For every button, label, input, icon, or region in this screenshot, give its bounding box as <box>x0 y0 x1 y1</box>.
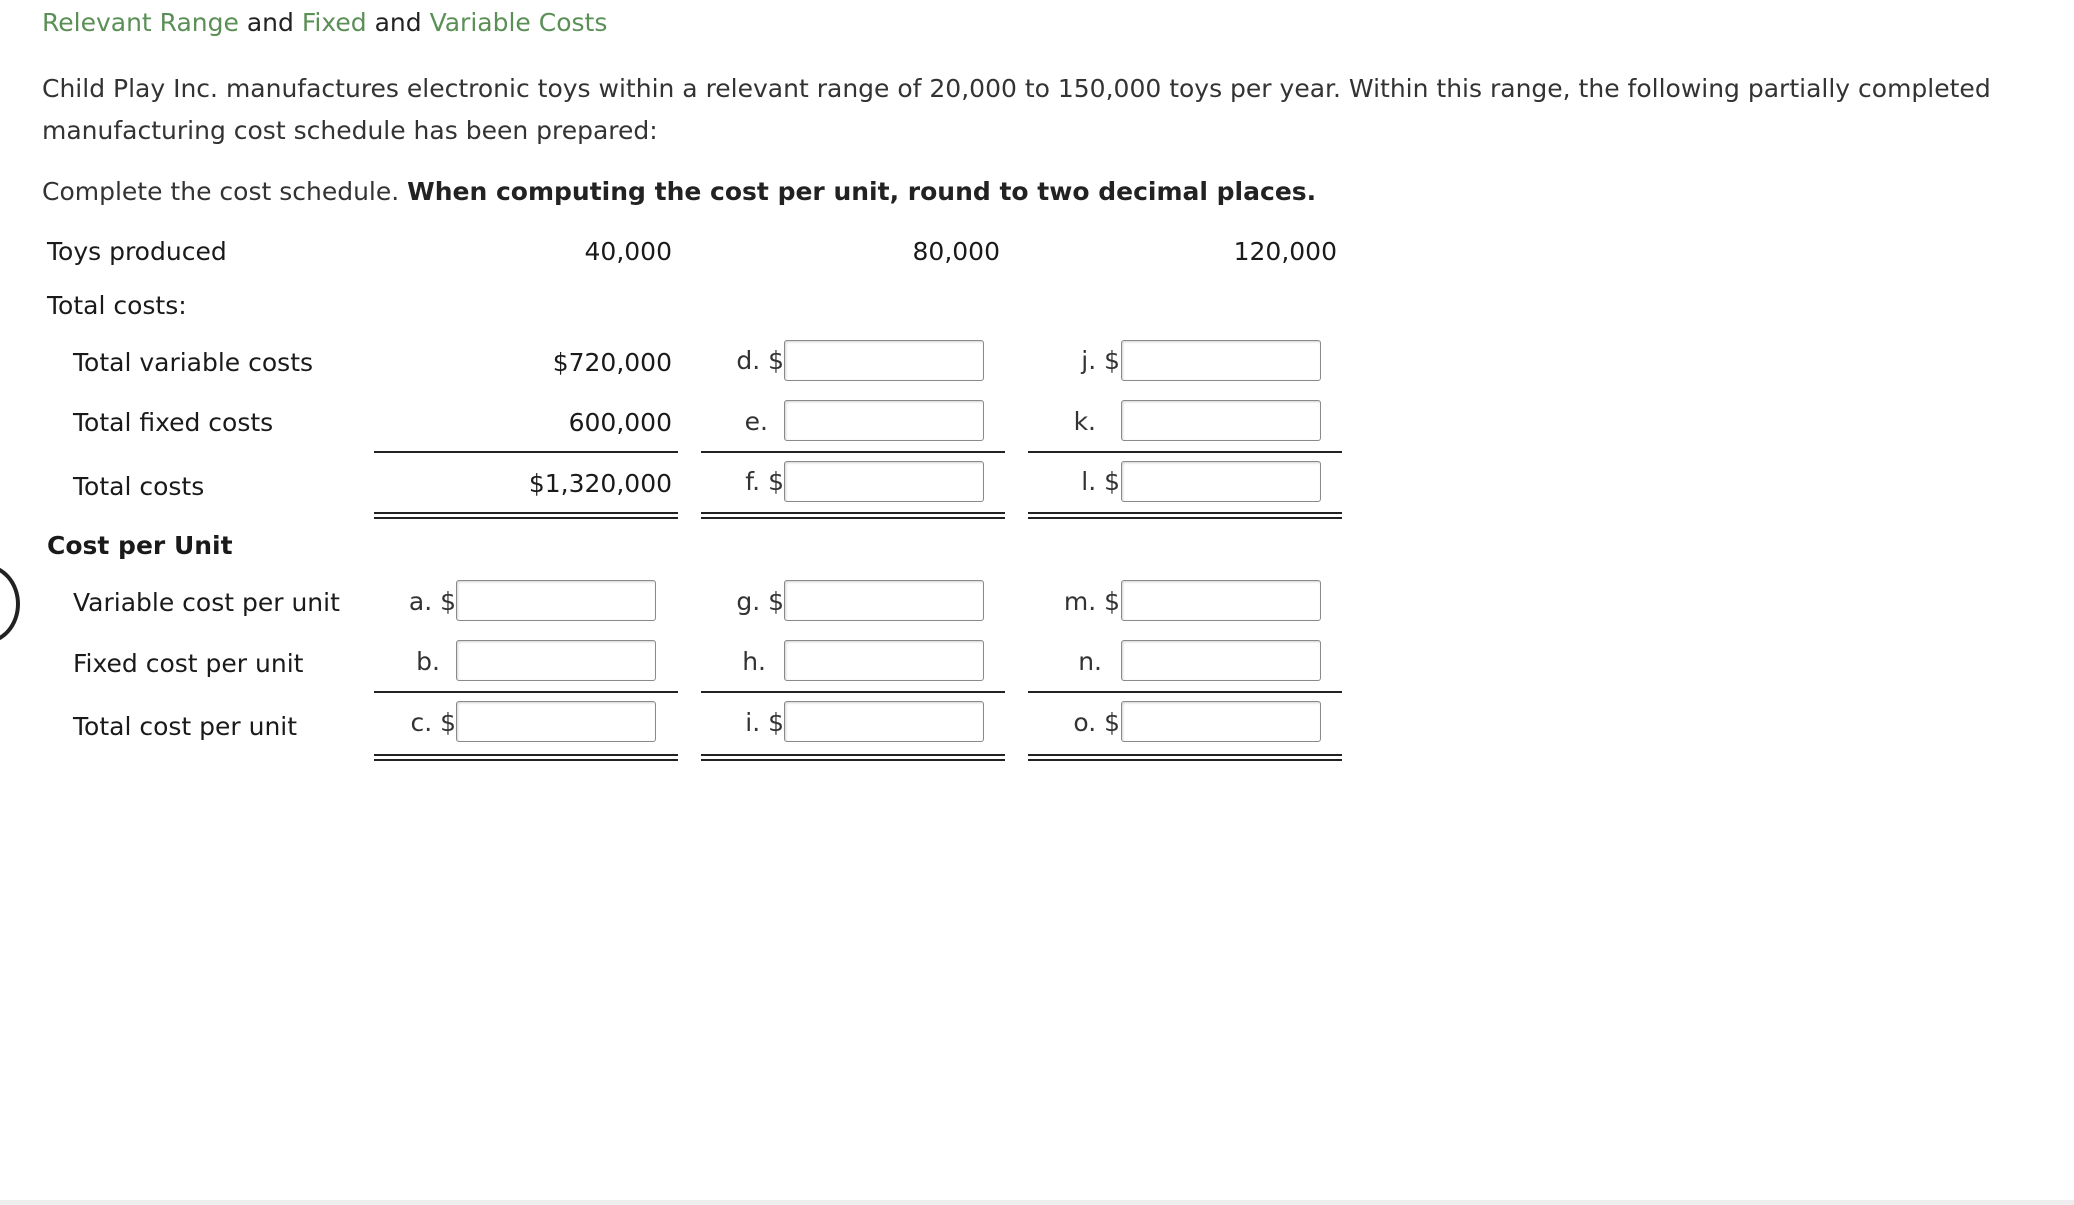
instruction-bold: When computing the cost per unit, round to two decimal places. <box>407 177 1317 206</box>
label-i: i. $ <box>745 708 784 737</box>
instruction <box>42 174 1316 210</box>
double-underline-col3 <box>1028 512 1342 519</box>
label-l: l. $ <box>1081 467 1120 496</box>
label-m: m. $ <box>1063 587 1120 616</box>
column-header-40000: 40,000 <box>584 237 672 266</box>
fixed-cost-per-unit-label: Fixed cost per unit <box>73 649 304 678</box>
input-e[interactable] <box>784 400 984 441</box>
input-o[interactable] <box>1121 701 1321 742</box>
label-a: a. $ <box>408 587 456 616</box>
input-i[interactable] <box>784 701 984 742</box>
title-and-2: and <box>366 8 430 37</box>
total-fixed-costs-40000: 600,000 <box>568 408 672 437</box>
label-h: h. <box>742 647 766 676</box>
underline-unit-col3 <box>1028 691 1342 693</box>
input-j[interactable] <box>1121 340 1321 381</box>
input-m[interactable] <box>1121 580 1321 621</box>
underline-col1 <box>374 451 678 453</box>
input-l[interactable] <box>1121 461 1321 502</box>
label-o: o. $ <box>1073 708 1120 737</box>
total-cost-per-unit-label: Total cost per unit <box>73 712 298 741</box>
label-d: d. $ <box>736 346 784 375</box>
input-g[interactable] <box>784 580 984 621</box>
label-n: n. <box>1078 647 1102 676</box>
link-fixed[interactable]: Fixed <box>301 8 367 37</box>
total-costs-40000: $1,320,000 <box>528 469 672 498</box>
input-d[interactable] <box>784 340 984 381</box>
total-fixed-costs-label: Total fixed costs <box>73 408 274 437</box>
bottom-edge <box>0 1200 2074 1205</box>
circle-icon <box>0 564 20 644</box>
double-underline-col1 <box>374 512 678 519</box>
label-k: k. <box>1073 407 1096 436</box>
underline-unit-col2 <box>701 691 1005 693</box>
input-k[interactable] <box>1121 400 1321 441</box>
label-e: e. <box>744 407 768 436</box>
label-g: g. $ <box>736 587 784 616</box>
input-n[interactable] <box>1121 640 1321 681</box>
column-header-120000: 120,000 <box>1233 237 1337 266</box>
label-f: f. $ <box>745 467 784 496</box>
total-costs-heading: Total costs: <box>47 291 187 320</box>
input-a[interactable] <box>456 580 656 621</box>
column-header-80000: 80,000 <box>912 237 1000 266</box>
cost-per-unit-heading: Cost per Unit <box>47 531 233 560</box>
double-underline-unit-col3 <box>1028 754 1342 761</box>
problem-intro: Child Play Inc. manufactures electronic toys within a relevant range of 20,000 to 150,000 toys per year. Within this range, the following partially completed manufacturing cost schedule has been prepared: <box>42 74 1991 145</box>
input-b[interactable] <box>456 640 656 681</box>
total-costs-label: Total costs <box>73 472 205 501</box>
instruction-plain: Complete the cost schedule. <box>42 177 408 206</box>
label-b: b. <box>416 647 440 676</box>
input-f[interactable] <box>784 461 984 502</box>
title-and-1: and <box>238 8 302 37</box>
page-title <box>42 6 607 40</box>
toys-produced-label: Toys produced <box>47 237 227 266</box>
total-variable-costs-label: Total variable costs <box>73 348 314 377</box>
link-relevant-range[interactable]: Relevant Range <box>42 8 239 37</box>
total-variable-costs-40000: $720,000 <box>552 348 672 377</box>
label-j: j. $ <box>1081 346 1120 375</box>
underline-col3 <box>1028 451 1342 453</box>
underline-col2 <box>701 451 1005 453</box>
underline-unit-col1 <box>374 691 678 693</box>
input-h[interactable] <box>784 640 984 681</box>
double-underline-unit-col1 <box>374 754 678 761</box>
variable-cost-per-unit-label: Variable cost per unit <box>73 588 340 617</box>
double-underline-unit-col2 <box>701 754 1005 761</box>
label-c: c. $ <box>410 708 456 737</box>
input-c[interactable] <box>456 701 656 742</box>
double-underline-col2 <box>701 512 1005 519</box>
link-variable-costs[interactable]: Variable Costs <box>429 8 608 37</box>
